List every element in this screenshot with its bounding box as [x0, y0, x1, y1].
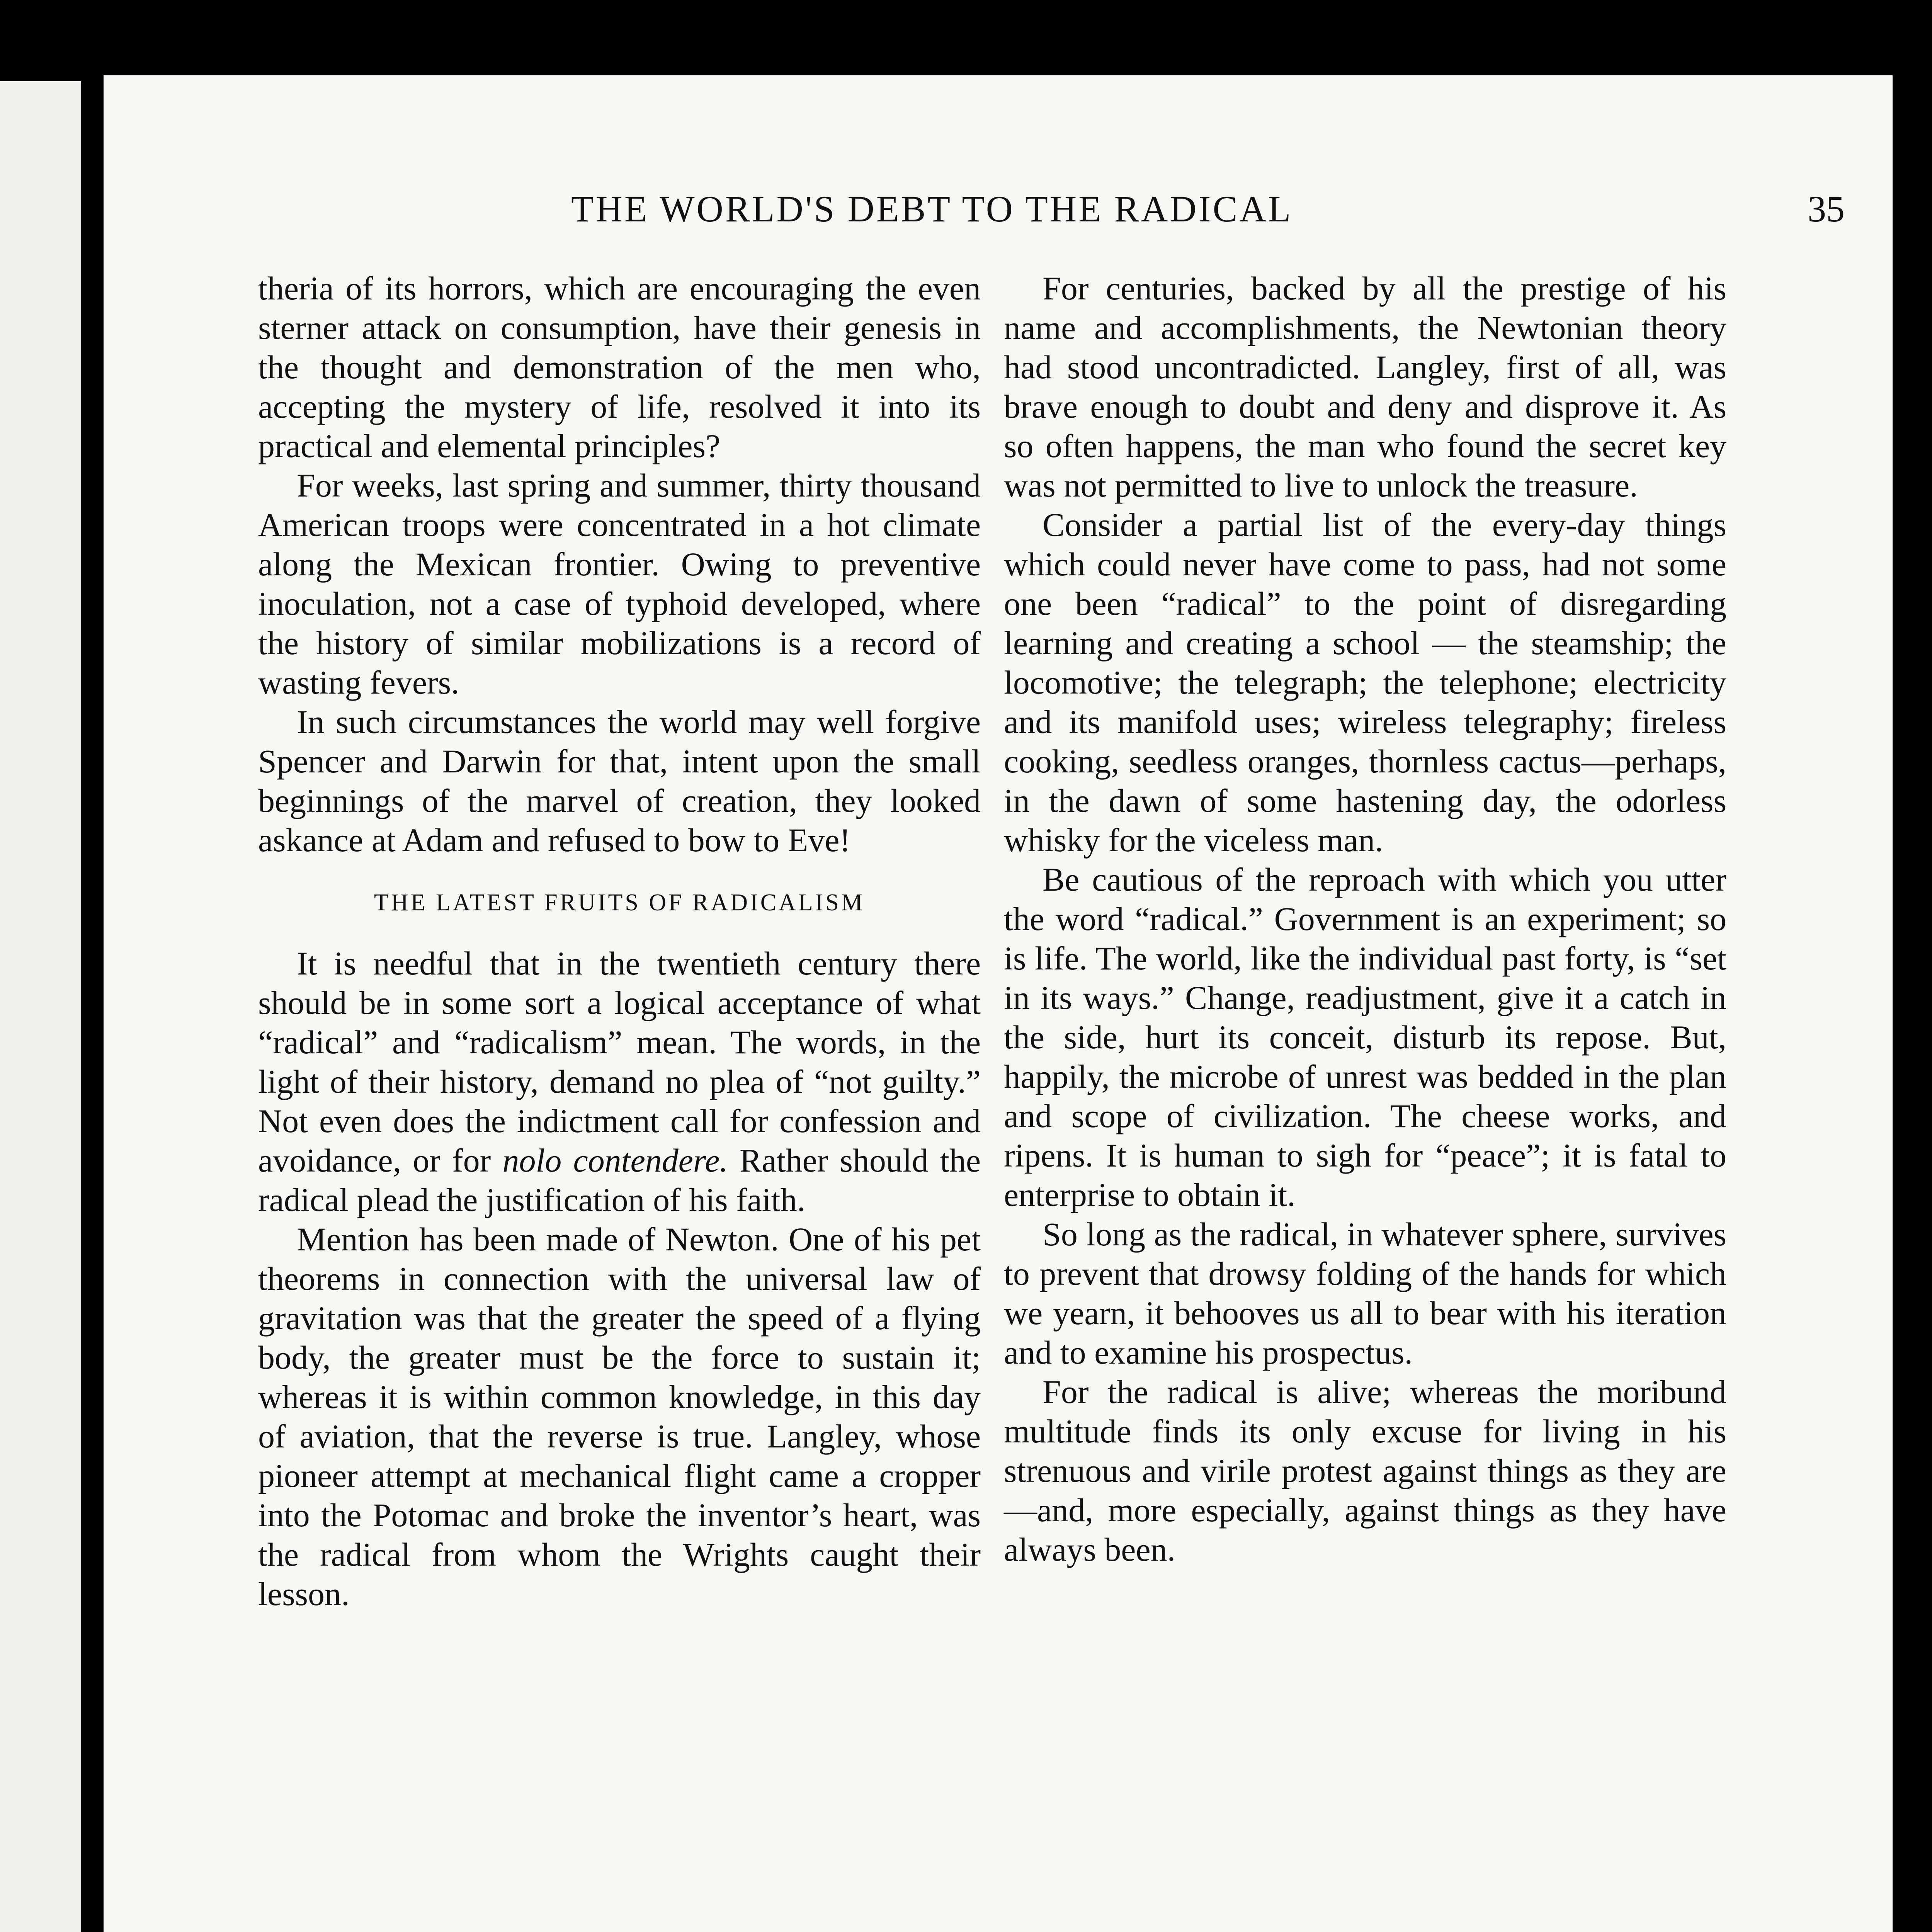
section-subhead: THE LATEST FRUITS OF RADICALISM [374, 889, 865, 916]
paragraph-text: Rather should the radical plead the justification of his faith. [258, 1142, 981, 1218]
paragraph: For centuries, backed by all the prestige of his name and accomplishments, the Newtonian theory had stood uncontradicted. Langley, first of all, was brave enough to doubt and deny and disprove it. As so often happens, the man who found the secret key was not permitted to live to unlock the treasure. [1004, 270, 1726, 504]
paragraph: Be cautious of the reproach with which you utter the word “radical.” Government is an experiment; so is life. The world, like the individual past forty, is “set in its ways.” Change, readjustment, give it a catch in the side, hurt its conceit, disturb its repose. But, happily, the microbe of unrest was bedded in the plan and scope of civilization. The cheese works, and ripens. It is human to sigh for “peace”; it is fatal to enterprise to obtain it. [1004, 861, 1726, 1213]
paragraph-text: It is needful that in the twentieth century there should be in some sort a logical acceptance of what “radical” and “radicalism” mean. The words, in the light of their history, demand no plea of “not guilty.” Not even does the indictment call for confession and avoidance, or for [258, 945, 981, 1179]
paragraph: For weeks, last spring and summer, thirty thousand American troops were concentrated in a hot climate along the Mexican frontier. Owing to preventive inoculation, not a case of typhoid developed, where the history of similar mobilizations is a record of wasting fevers. [258, 467, 981, 701]
latin-phrase: nolo contendere. [502, 1142, 728, 1179]
paragraph: Consider a partial list of the every-day things which could never have come to pass, had not some one been “radical” to the point of disregarding learning and creating a school — the steamship; the locomotive; the telegraph; the telephone; electricity and its manifold uses; wireless telegraphy; fireless cooking, seedless oranges, thornless cactus—perhaps, in the dawn of some hastening day, the odorless whisky for the viceless man. [1004, 506, 1726, 859]
magazine-page [104, 75, 1893, 1932]
running-head: THE WORLD'S DEBT TO THE RADICAL [571, 188, 1293, 230]
page-number: 35 [1808, 188, 1845, 230]
paragraph: So long as the radical, in whatever sphere, survives to prevent that drowsy folding of the hands for which we yearn, it behooves us all to bear with his iteration and to examine his prospectus. [1004, 1216, 1726, 1371]
paragraph: theria of its horrors, which are encouraging the even sterner attack on consumption, have their genesis in the thought and demonstration of the men who, accepting the mystery of life, resolved it into its practical and elemental principles? [258, 270, 981, 464]
facing-page-edge [0, 81, 81, 1932]
paragraph [258, 944, 981, 1219]
right-column [1004, 269, 1726, 1569]
paragraph: For the radical is alive; whereas the moribund multitude finds its only excuse for living in his strenuous and virile protest against things as they are—and, more especially, against things as they have always been. [1004, 1373, 1726, 1568]
left-column [258, 269, 981, 1614]
paragraph: In such circumstances the world may well forgive Spencer and Darwin for that, intent upon the small beginnings of the marvel of creation, they looked askance at Adam and refused to bow to Eve! [258, 703, 981, 859]
paragraph: Mention has been made of Newton. One of his pet theorems in connection with the universal law of gravitation was that the greater the speed of a flying body, the greater must be the force to sustain it; whereas it is within common knowledge, in this day of aviation, that the reverse is true. Langley, whose pioneer attempt at mechanical flight came a cropper into the Potomac and broke the inventor’s heart, was the radical from whom the Wrights caught their lesson. [258, 1221, 981, 1612]
